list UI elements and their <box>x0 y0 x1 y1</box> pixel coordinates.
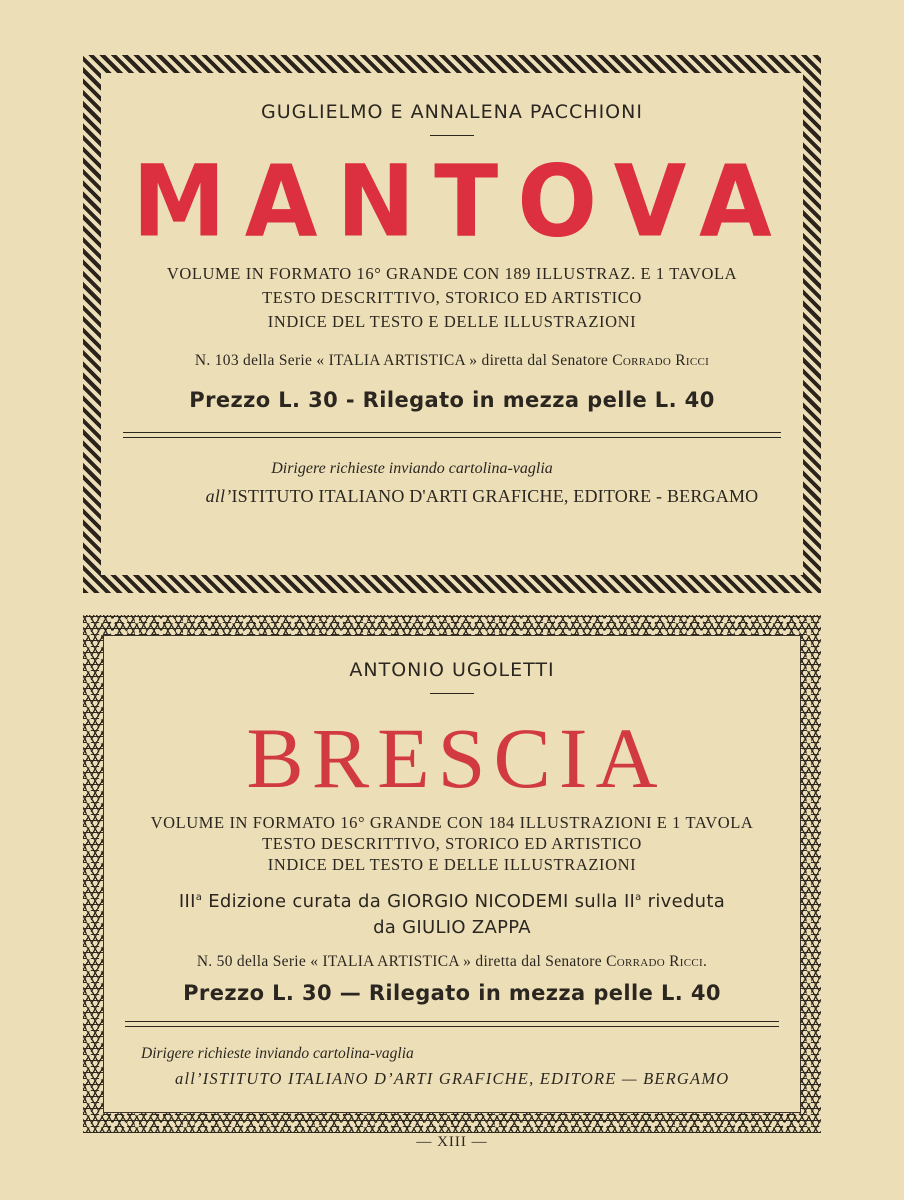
brescia-edition-sup: a <box>195 892 203 903</box>
mantova-publisher-line <box>161 486 803 507</box>
brescia-edition <box>103 885 801 941</box>
mantova-spec-line: TESTO DESCRITTIVO, STORICO ED ARTISTICO <box>262 288 642 307</box>
brescia-spec <box>103 812 801 875</box>
mantova-series-director: Corrado Ricci <box>612 352 710 369</box>
brescia-publisher-line: all’ISTITUTO ITALIANO D’ARTI GRAFICHE, EDITORE — BERGAMO <box>175 1069 730 1088</box>
brescia-series <box>103 953 801 971</box>
mantova-author: GUGLIELMO E ANNALENA PACCHIONI <box>261 101 643 123</box>
mantova-publisher: ISTITUTO ITALIANO D'ARTI GRAFICHE, EDITORE - BERGAMO <box>231 486 759 506</box>
brescia-edition-text: Edizione curata da GIORGIO NICODEMI sulla <box>208 891 618 912</box>
mantova-price: Prezzo L. 30 - Rilegato in mezza pelle L. 40 <box>189 388 715 412</box>
brescia-revised-text: riveduta <box>647 891 726 912</box>
mantova-ad-frame <box>83 55 821 593</box>
brescia-title: BRESCIA <box>246 710 666 806</box>
page-number: — XIII — <box>416 1134 488 1150</box>
mantova-spec-line: VOLUME IN FORMATO 16° GRANDE CON 189 ILLUSTRAZ. E 1 TAVOLA <box>166 264 738 283</box>
brescia-double-rule <box>125 1021 779 1027</box>
mantova-double-rule <box>123 432 781 438</box>
brescia-series-director: Corrado Ricci. <box>606 953 708 970</box>
mantova-author-rule <box>430 135 474 136</box>
mantova-series-text: N. 103 della Serie « ITALIA ARTISTICA » diretta dal Senatore <box>194 352 609 369</box>
brescia-author: ANTONIO UGOLETTI <box>349 659 555 681</box>
brescia-revised-sup: a <box>635 892 642 903</box>
brescia-spec-line: TESTO DESCRITTIVO, STORICO ED ARTISTICO <box>262 834 642 853</box>
mantova-series <box>101 352 803 370</box>
mantova-ad <box>101 73 803 575</box>
brescia-edition-ordinal: III <box>178 891 196 912</box>
mantova-publisher-prefix: all’ <box>205 486 232 506</box>
mantova-title: MANTOVA <box>132 145 791 260</box>
mantova-spec <box>101 262 803 334</box>
brescia-ad-frame <box>83 615 821 1133</box>
brescia-series-text: N. 50 della Serie « ITALIA ARTISTICA » diretta dal Senatore <box>196 953 602 970</box>
brescia-author-rule <box>430 693 474 694</box>
brescia-revised-ordinal: II <box>623 891 636 912</box>
brescia-spec-line: INDICE DEL TESTO E DELLE ILLUSTRAZIONI <box>267 855 637 874</box>
brescia-ad <box>103 635 801 1113</box>
brescia-edition-line <box>103 885 801 915</box>
brescia-spec-line: VOLUME IN FORMATO 16° GRANDE CON 184 ILLUSTRAZIONI E 1 TAVOLA <box>150 813 754 832</box>
brescia-order-line: Dirigere richieste inviando cartolina-vaglia <box>141 1045 414 1062</box>
brescia-edition-line2: da GIULIO ZAPPA <box>373 917 531 938</box>
brescia-price: Prezzo L. 30 — Rilegato in mezza pelle L. 40 <box>183 981 721 1005</box>
mantova-order-line: Dirigere richieste inviando cartolina-vaglia <box>271 460 553 477</box>
mantova-spec-line: INDICE DEL TESTO E DELLE ILLUSTRAZIONI <box>267 312 637 331</box>
